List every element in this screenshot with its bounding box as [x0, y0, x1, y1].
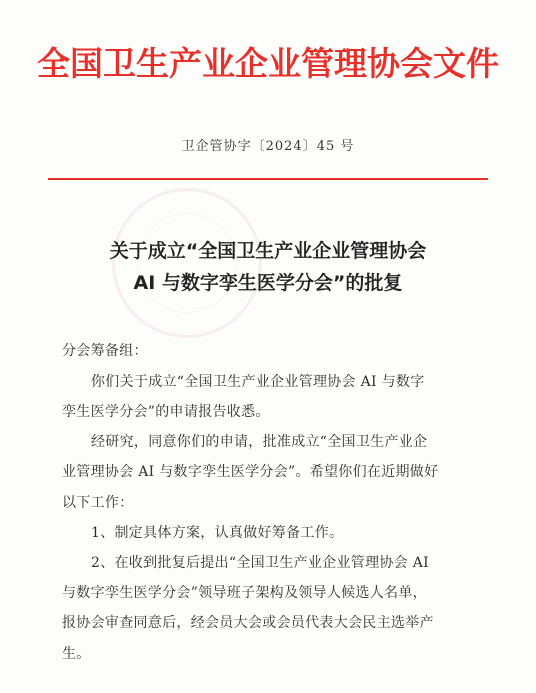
- document-number: 卫企管协字〔2024〕45 号: [181, 139, 355, 154]
- red-divider-rule: [48, 178, 488, 180]
- body-line-item-2: 2、在收到批复后提出“全国卫生产业企业管理协会 AI: [91, 555, 429, 571]
- body-line: 生。: [62, 646, 91, 662]
- body-line: 业管理协会 AI 与数字孪生医学分会”。希望你们在近期做好: [62, 464, 439, 480]
- body-line: 你们关于成立“全国卫生产业企业管理协会 AI 与数字: [91, 374, 425, 390]
- body-line: 报协会审查同意后，经会员大会或会员代表大会民主选举产: [62, 615, 434, 631]
- document-title-line-2: AI 与数字孪生医学分会”的批复: [133, 272, 403, 294]
- body-line: 经研究，同意你们的申请，批准成立“全国卫生产业企: [91, 434, 428, 450]
- body-line: 以下工作：: [62, 495, 134, 511]
- body-line: 与数字孪生医学分会”领导班子架构及领导人候选人名单，: [62, 585, 427, 601]
- document-title-line-1: 关于成立“全国卫生产业企业管理协会: [109, 240, 427, 262]
- letterhead-title: 全国卫生产业企业管理协会文件: [37, 44, 499, 83]
- body-line-addressee: 分会筹备组：: [62, 343, 148, 359]
- body-line: 孪生医学分会”的申请报告收悉。: [62, 404, 270, 420]
- body-line-item-1: 1、制定具体方案，认真做好筹备工作。: [91, 525, 344, 541]
